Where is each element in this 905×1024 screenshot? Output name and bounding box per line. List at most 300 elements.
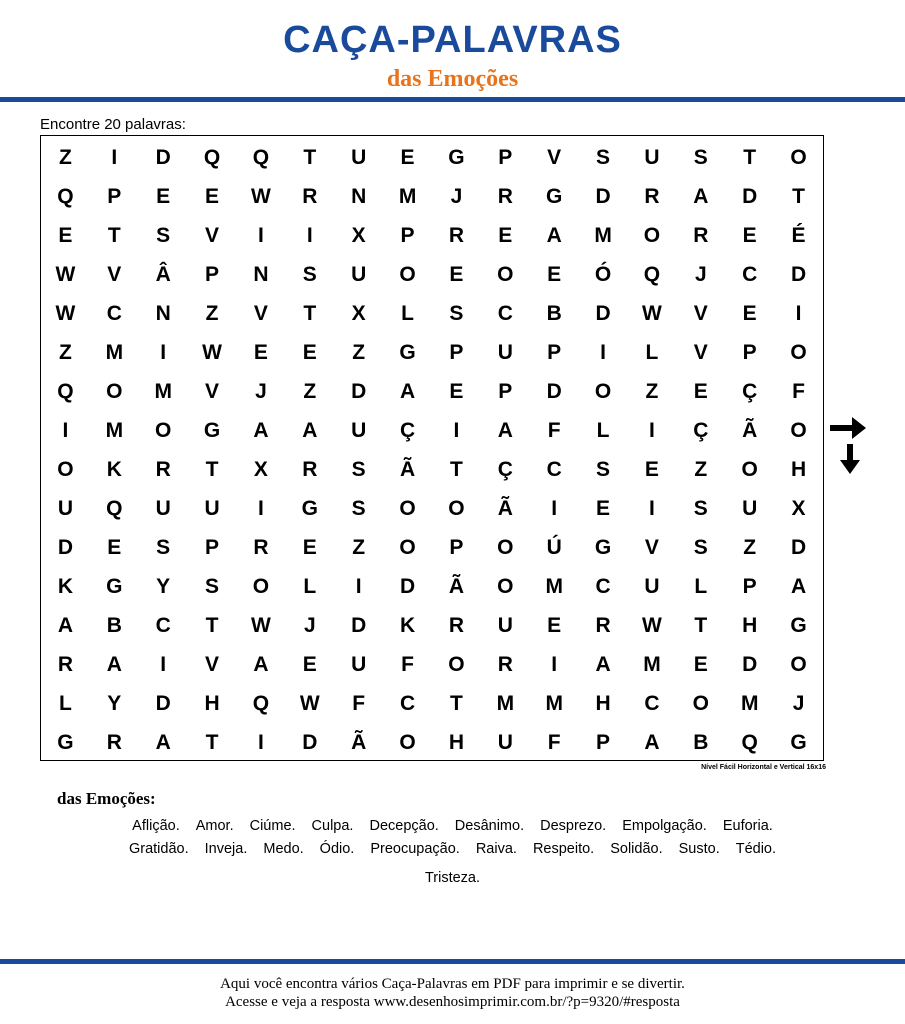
grid-letter[interactable]: E <box>449 262 464 286</box>
grid-letter[interactable]: S <box>449 301 464 325</box>
level-note: Nível Fácil Horizontal e Vertical 16x16 <box>701 764 826 771</box>
grid-letter[interactable]: P <box>547 340 562 364</box>
grid-letter[interactable]: A <box>546 223 562 247</box>
grid-letter[interactable]: I <box>258 730 264 754</box>
grid-letter[interactable]: A <box>497 418 513 442</box>
grid-letter[interactable]: A <box>595 652 611 676</box>
grid-letter[interactable]: W <box>55 262 76 286</box>
grid-letter[interactable]: I <box>258 496 264 520</box>
grid-letter[interactable]: V <box>547 145 562 169</box>
grid-letter[interactable]: K <box>106 457 122 481</box>
grid-letter[interactable]: D <box>351 613 367 637</box>
grid-letter[interactable]: L <box>401 301 414 325</box>
grid-letter[interactable]: W <box>642 301 662 325</box>
word-item: Decepção. <box>369 818 439 834</box>
grid-letter[interactable]: P <box>742 340 757 364</box>
grid-letter[interactable]: N <box>253 262 269 286</box>
grid-letter[interactable]: H <box>790 457 807 481</box>
grid-row <box>41 177 823 216</box>
grid-letter[interactable]: J <box>255 379 267 403</box>
grid-letter[interactable]: M <box>154 379 172 403</box>
grid-letter[interactable]: O <box>252 574 270 598</box>
grid-letter[interactable]: Y <box>107 691 122 715</box>
grid-letter[interactable]: M <box>643 652 661 676</box>
grid-letter[interactable]: R <box>106 730 122 754</box>
grid-letter[interactable]: C <box>497 301 513 325</box>
grid-letter[interactable]: E <box>302 340 317 364</box>
grid-letter[interactable]: A <box>253 418 269 442</box>
grid-letter[interactable]: Z <box>59 145 72 169</box>
grid-letter[interactable]: T <box>450 457 463 481</box>
grid-letter[interactable]: U <box>742 496 758 520</box>
grid-row <box>41 489 823 528</box>
word-item: Amor. <box>195 818 234 834</box>
word-search-grid[interactable] <box>40 135 824 761</box>
grid-letter[interactable]: A <box>302 418 318 442</box>
grid-letter[interactable]: A <box>253 652 269 676</box>
grid-letter[interactable]: U <box>204 496 220 520</box>
grid-letter[interactable]: Ç <box>497 457 513 481</box>
grid-letter[interactable]: G <box>106 574 123 598</box>
grid-letter[interactable]: N <box>351 184 367 208</box>
grid-letter[interactable]: D <box>790 262 807 286</box>
grid-letter[interactable]: X <box>253 457 268 481</box>
grid-letter[interactable]: K <box>399 613 416 637</box>
grid-letter[interactable]: A <box>790 574 807 598</box>
grid-letter[interactable]: V <box>253 301 268 325</box>
footer-link-text[interactable]: Acesse e veja a resposta www.desenhosimprimir.com.br/?p=9320/#resposta <box>225 994 680 1010</box>
grid-letter[interactable]: Ã <box>448 574 465 598</box>
grid-letter[interactable]: U <box>351 418 367 442</box>
grid-letter[interactable]: D <box>742 652 758 676</box>
grid-letter[interactable]: O <box>399 262 416 286</box>
grid-letter[interactable]: A <box>106 652 122 676</box>
grid-letter[interactable]: I <box>453 418 460 442</box>
grid-letter[interactable]: L <box>59 691 72 715</box>
grid-letter[interactable]: J <box>792 691 805 715</box>
grid-letter[interactable]: Ç <box>399 418 416 442</box>
grid-letter[interactable]: E <box>498 223 513 247</box>
grid-letter[interactable]: V <box>644 535 659 559</box>
grid-letter[interactable]: I <box>551 496 558 520</box>
grid-letter[interactable]: S <box>596 457 611 481</box>
grid-letter[interactable]: O <box>790 340 807 364</box>
grid-letter[interactable]: Ç <box>742 379 758 403</box>
grid-letter[interactable]: U <box>351 145 367 169</box>
word-item: Desprezo. <box>540 818 607 834</box>
grid-letter[interactable]: O <box>106 379 123 403</box>
page-title: CAÇA-PALAVRAS <box>283 19 622 61</box>
grid-letter[interactable]: T <box>205 730 219 754</box>
grid-letter[interactable]: P <box>449 535 464 559</box>
grid-letter[interactable]: Ú <box>546 535 562 559</box>
grid-letter[interactable]: U <box>57 496 74 520</box>
grid-letter[interactable]: F <box>792 379 805 403</box>
grid-letter[interactable]: D <box>399 574 416 598</box>
grid-letter[interactable]: K <box>57 574 74 598</box>
grid-letter[interactable]: V <box>693 340 708 364</box>
grid-letter[interactable]: B <box>546 301 562 325</box>
word-item: Desânimo. <box>454 818 525 834</box>
grid-letter[interactable]: C <box>399 691 416 715</box>
grid-letter[interactable]: D <box>546 379 562 403</box>
grid-letter[interactable]: P <box>400 223 415 247</box>
grid-letter[interactable]: E <box>253 340 268 364</box>
grid-letter[interactable]: G <box>399 340 416 364</box>
grid-letter[interactable]: D <box>790 535 807 559</box>
grid-letter[interactable]: L <box>596 418 610 442</box>
grid-letter[interactable]: Ã <box>399 457 416 481</box>
grid-letter[interactable]: R <box>155 457 171 481</box>
grid-letter[interactable]: S <box>693 145 708 169</box>
grid-letter[interactable]: B <box>693 730 709 754</box>
grid-letter[interactable]: O <box>594 379 612 403</box>
grid-letter[interactable]: G <box>301 496 318 520</box>
grid-letter[interactable]: O <box>643 223 661 247</box>
grid-letter[interactable]: I <box>795 301 802 325</box>
grid-letter[interactable]: T <box>303 145 317 169</box>
grid-letter[interactable]: S <box>351 496 366 520</box>
grid-letter[interactable]: F <box>352 691 366 715</box>
grid-letter[interactable]: I <box>355 574 362 598</box>
grid-letter[interactable]: D <box>57 535 74 559</box>
grid-letter[interactable]: P <box>449 340 464 364</box>
grid-letter[interactable]: E <box>205 184 220 208</box>
grid-letter[interactable]: O <box>399 535 416 559</box>
word-list-heading: das Emoções: <box>57 789 156 808</box>
grid-letter[interactable]: A <box>644 730 660 754</box>
grid-letter[interactable]: O <box>399 730 416 754</box>
grid-letter[interactable]: W <box>202 340 222 364</box>
grid-letter[interactable]: G <box>546 184 563 208</box>
grid-letter[interactable]: E <box>742 223 757 247</box>
grid-letter[interactable]: O <box>155 418 172 442</box>
grid-letter[interactable]: F <box>401 652 414 676</box>
grid-letter[interactable]: T <box>205 613 219 637</box>
grid-letter[interactable]: I <box>160 340 167 364</box>
grid-letter[interactable]: E <box>742 301 757 325</box>
grid-letter[interactable]: E <box>302 535 317 559</box>
grid-letter[interactable]: C <box>155 613 171 637</box>
grid-letter[interactable]: U <box>497 340 513 364</box>
grid-letter[interactable]: R <box>448 223 465 247</box>
grid-letter[interactable]: P <box>498 379 513 403</box>
grid-letter[interactable]: T <box>743 145 757 169</box>
grid-letter[interactable]: D <box>742 184 758 208</box>
grid-letter[interactable]: Z <box>352 340 366 364</box>
grid-letter[interactable]: P <box>498 145 513 169</box>
grid-letter[interactable]: Z <box>645 379 659 403</box>
grid-letter[interactable]: Q <box>252 691 270 715</box>
grid-letter[interactable]: M <box>594 223 612 247</box>
grid-letter[interactable]: A <box>399 379 416 403</box>
grid-letter[interactable]: R <box>302 184 318 208</box>
grid-letter[interactable]: O <box>448 496 465 520</box>
grid-letter[interactable]: I <box>160 652 167 676</box>
grid-letter[interactable]: S <box>693 496 708 520</box>
grid-letter[interactable]: G <box>448 145 465 169</box>
grid-letter[interactable]: R <box>693 223 709 247</box>
grid-letter[interactable]: M <box>105 418 124 442</box>
grid-letter[interactable]: E <box>302 652 317 676</box>
grid-letter[interactable]: R <box>448 613 465 637</box>
grid-letter[interactable]: L <box>694 574 708 598</box>
grid-letter[interactable]: M <box>545 574 563 598</box>
grid-row <box>41 606 823 645</box>
grid-letter[interactable]: O <box>790 145 807 169</box>
grid-letter[interactable]: S <box>156 223 171 247</box>
grid-letter[interactable]: M <box>545 691 563 715</box>
grid-letter[interactable]: Z <box>694 457 708 481</box>
grid-letter[interactable]: Z <box>59 340 72 364</box>
grid-letter[interactable]: C <box>742 262 758 286</box>
grid-letter[interactable]: E <box>596 496 611 520</box>
grid-letter[interactable]: I <box>306 223 313 247</box>
word-item: Gratidão. <box>128 841 189 857</box>
grid-row <box>41 528 823 567</box>
grid-letter[interactable]: T <box>303 301 317 325</box>
grid-letter[interactable]: Â <box>155 262 171 286</box>
grid-letter[interactable]: E <box>107 535 122 559</box>
grid-letter[interactable]: F <box>547 730 561 754</box>
grid-letter[interactable]: Q <box>252 145 270 169</box>
grid-letter[interactable]: O <box>57 457 74 481</box>
grid-letter[interactable]: G <box>57 730 74 754</box>
bottom-divider <box>0 959 905 964</box>
grid-letter[interactable]: W <box>55 301 76 325</box>
grid-letter[interactable]: P <box>107 184 122 208</box>
grid-letter[interactable]: U <box>497 613 513 637</box>
grid-letter[interactable]: H <box>595 691 611 715</box>
grid-letter[interactable]: E <box>644 457 659 481</box>
grid-letter[interactable]: M <box>496 691 515 715</box>
grid-row <box>41 684 823 723</box>
grid-letter[interactable]: Z <box>352 535 366 559</box>
grid-letter[interactable]: R <box>595 613 611 637</box>
grid-letter[interactable]: S <box>205 574 220 598</box>
grid-letter[interactable]: O <box>448 652 465 676</box>
grid-letter[interactable]: Q <box>57 379 74 403</box>
grid-letter[interactable]: H <box>448 730 465 754</box>
grid-letter[interactable]: L <box>303 574 317 598</box>
grid-letter[interactable]: E <box>400 145 415 169</box>
grid-letter[interactable]: T <box>792 184 805 208</box>
grid-letter[interactable]: V <box>107 262 122 286</box>
grid-letter[interactable]: G <box>790 613 807 637</box>
footer-text: Aqui você encontra vários Caça-Palavras em PDF para imprimir e se divertir. <box>220 976 685 992</box>
grid-letter[interactable]: W <box>642 613 662 637</box>
grid-letter[interactable]: Q <box>741 730 758 754</box>
grid-letter[interactable]: T <box>107 223 121 247</box>
grid-letter[interactable]: W <box>251 184 271 208</box>
word-item: Preocupação. <box>370 841 460 857</box>
word-list-line <box>0 869 905 887</box>
grid-letter[interactable]: V <box>205 652 220 676</box>
grid-letter[interactable]: R <box>253 535 269 559</box>
grid-letter[interactable]: Ã <box>351 730 367 754</box>
grid-letter[interactable]: X <box>791 496 806 520</box>
grid-letter[interactable]: X <box>351 301 366 325</box>
grid-letter[interactable]: S <box>302 262 317 286</box>
grid-letter[interactable]: G <box>203 418 221 442</box>
grid-row <box>41 138 823 177</box>
top-divider <box>0 97 905 102</box>
grid-letter[interactable]: E <box>547 262 562 286</box>
grid-letter[interactable]: I <box>600 340 606 364</box>
grid-letter[interactable]: W <box>299 691 320 715</box>
grid-letter[interactable]: Ã <box>742 418 758 442</box>
grid-row <box>41 411 823 450</box>
word-item: Ódio. <box>319 841 355 857</box>
grid-letter[interactable]: H <box>204 691 220 715</box>
grid-letter[interactable]: P <box>205 262 220 286</box>
instruction-text: Encontre 20 palavras: <box>40 116 186 133</box>
page-subtitle: das Emoções <box>386 66 519 92</box>
grid-letter[interactable]: L <box>645 340 659 364</box>
grid-letter[interactable]: U <box>497 730 513 754</box>
grid-letter[interactable]: N <box>155 301 171 325</box>
grid-letter[interactable]: Ó <box>594 262 612 286</box>
grid-letter[interactable]: D <box>351 379 367 403</box>
grid-letter[interactable]: O <box>399 496 416 520</box>
word-item: Ciúme. <box>249 818 296 834</box>
grid-letter[interactable]: R <box>57 652 74 676</box>
grid-letter[interactable]: A <box>155 730 171 754</box>
grid-letter[interactable]: U <box>155 496 171 520</box>
grid-letter[interactable]: B <box>106 613 122 637</box>
grid-letter[interactable]: É <box>791 223 806 247</box>
grid-letter[interactable]: E <box>449 379 464 403</box>
grid-letter[interactable]: O <box>790 418 807 442</box>
grid-letter[interactable]: E <box>156 184 171 208</box>
grid-letter[interactable]: I <box>551 652 558 676</box>
grid-letter[interactable]: T <box>205 457 219 481</box>
grid-letter[interactable]: F <box>547 418 561 442</box>
word-item: Empolgação. <box>622 818 707 834</box>
grid-letter[interactable]: U <box>351 262 367 286</box>
word-item: Susto. <box>678 841 720 857</box>
grid-letter[interactable]: X <box>351 223 366 247</box>
word-item: Tristeza. <box>424 870 481 886</box>
grid-letter[interactable]: S <box>156 535 171 559</box>
grid-letter[interactable]: R <box>497 184 513 208</box>
grid-letter[interactable]: E <box>693 652 708 676</box>
word-item: Inveja. <box>204 841 248 857</box>
grid-letter[interactable]: T <box>694 613 708 637</box>
grid-letter[interactable]: E <box>547 613 562 637</box>
grid-letter[interactable]: E <box>693 379 708 403</box>
grid-letter[interactable]: M <box>398 184 417 208</box>
grid-row <box>41 216 823 255</box>
grid-letter[interactable]: R <box>497 652 513 676</box>
grid-letter[interactable]: O <box>497 574 514 598</box>
grid-letter[interactable]: J <box>694 262 707 286</box>
grid-letter[interactable]: A <box>693 184 709 208</box>
grid-row <box>41 450 823 489</box>
grid-letter[interactable]: Y <box>156 574 171 598</box>
word-item: Tédio. <box>735 841 777 857</box>
grid-letter[interactable]: U <box>644 574 660 598</box>
arrow-right-icon <box>828 414 868 446</box>
grid-letter[interactable]: J <box>450 184 463 208</box>
grid-letter[interactable]: Q <box>106 496 123 520</box>
grid-letter[interactable]: W <box>251 613 271 637</box>
grid-letter[interactable]: O <box>790 652 807 676</box>
grid-letter[interactable]: A <box>57 613 74 637</box>
grid-letter[interactable]: C <box>595 574 611 598</box>
grid-letter[interactable]: Q <box>203 145 221 169</box>
grid-letter[interactable]: V <box>693 301 708 325</box>
grid-row <box>41 723 823 762</box>
grid-letter[interactable]: V <box>205 223 220 247</box>
word-item: Raiva. <box>475 841 517 857</box>
grid-letter[interactable]: O <box>497 535 514 559</box>
word-item: Euforia. <box>722 818 773 834</box>
grid-letter[interactable]: M <box>105 340 124 364</box>
grid-row <box>41 372 823 411</box>
word-item: Aflição. <box>132 818 180 834</box>
grid-letter[interactable]: U <box>351 652 367 676</box>
grid-letter[interactable]: T <box>450 691 463 715</box>
grid-letter[interactable]: I <box>649 418 655 442</box>
grid-letter[interactable]: Ã <box>497 496 513 520</box>
grid-letter[interactable]: H <box>742 613 758 637</box>
grid-letter[interactable]: P <box>596 730 611 754</box>
grid-letter[interactable]: O <box>497 262 514 286</box>
grid-letter[interactable]: S <box>351 457 366 481</box>
grid-letter[interactable]: P <box>742 574 757 598</box>
grid-letter[interactable]: Ç <box>693 418 709 442</box>
grid-row <box>41 294 823 333</box>
grid-letter[interactable]: I <box>258 223 264 247</box>
grid-letter[interactable]: R <box>302 457 318 481</box>
grid-letter[interactable]: U <box>644 145 660 169</box>
word-list-line <box>0 817 905 835</box>
grid-letter[interactable]: C <box>546 457 562 481</box>
grid-letter[interactable]: S <box>693 535 708 559</box>
grid-letter[interactable]: D <box>595 184 611 208</box>
grid-letter[interactable]: D <box>595 301 611 325</box>
grid-letter[interactable]: G <box>790 730 807 754</box>
grid-letter[interactable]: D <box>302 730 318 754</box>
grid-letter[interactable]: M <box>740 691 759 715</box>
grid-letter[interactable]: I <box>649 496 655 520</box>
grid-letter[interactable]: O <box>692 691 709 715</box>
grid-letter[interactable]: I <box>62 418 69 442</box>
grid-letter[interactable]: O <box>741 457 758 481</box>
grid-letter[interactable]: P <box>205 535 220 559</box>
grid-letter[interactable]: I <box>111 145 118 169</box>
grid-letter[interactable]: C <box>106 301 122 325</box>
grid-letter[interactable]: J <box>303 613 316 637</box>
grid-letter[interactable]: Q <box>643 262 661 286</box>
grid-letter[interactable]: V <box>205 379 220 403</box>
grid-letter[interactable]: C <box>644 691 660 715</box>
grid-letter[interactable]: Z <box>303 379 317 403</box>
grid-letter[interactable]: R <box>644 184 660 208</box>
grid-letter[interactable]: Q <box>57 184 74 208</box>
grid-letter[interactable]: E <box>58 223 73 247</box>
grid-row <box>41 333 823 372</box>
grid-letter[interactable]: Z <box>743 535 757 559</box>
grid-letter[interactable]: Z <box>205 301 219 325</box>
grid-letter[interactable]: G <box>594 535 612 559</box>
grid-letter[interactable]: D <box>155 145 171 169</box>
grid-row <box>41 567 823 606</box>
grid-row <box>41 255 823 294</box>
grid-letter[interactable]: S <box>596 145 611 169</box>
grid-letter[interactable]: D <box>155 691 171 715</box>
